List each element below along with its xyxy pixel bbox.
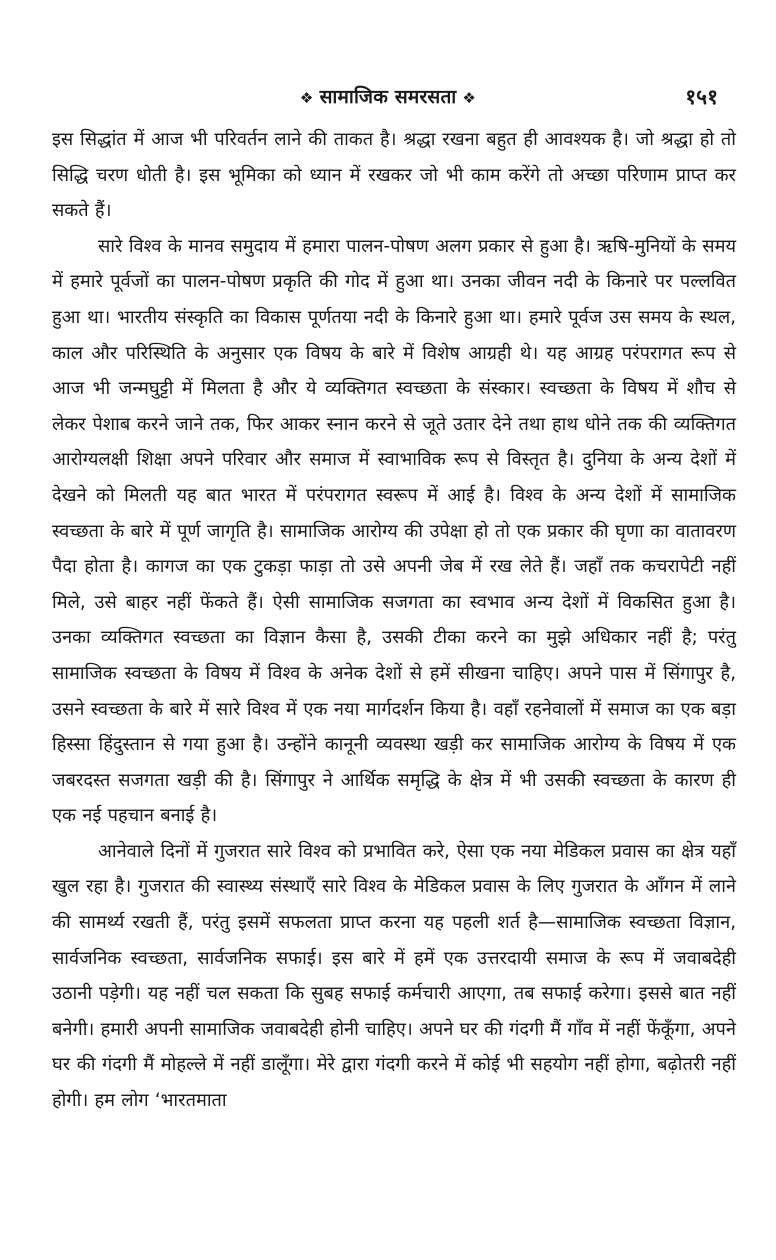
ornament-left-icon: ❖ [299,89,314,107]
paragraph-1: इस सिद्धांत में आज भी परिवर्तन लाने की ताकत है। श्रद्धा रखना बहुत ही आवश्यक है। जो श्रद्धा हो तो सिद्धि चरण धोती है। इस भूमिका को ध्यान में रखकर जो भी काम करेंगे तो अच्छा परिणाम प्राप्त कर सकते हैं। [52,129,736,222]
paragraph-3: आनेवाले दिनों में गुजरात सारे विश्व को प्रभावित करे, ऐसा एक नया मेडिकल प्रवास का क्षेत्र यहाँ खुल रहा है। गुजरात की स्वास्थ्य संस्थाएँ सारे विश्व के मेडिकल प्रवास के लिए गुजरात के आँगन में लाने की सामर्थ्य रखती हैं, परंतु इसमें सफलता प्राप्त करना यह पहली शर्त है—सामाजिक स्वच्छता विज्ञान, सार्वजनिक स्वच्छता, सार्वजनिक सफाई। इस बारे में हमें एक उत्तरदायी समाज के रूप में जवाबदेही उठानी पड़ेगी। यह नहीं चल सकता कि सुबह सफाई कर्मचारी आएगा, तब सफाई करेगा। इससे बात नहीं बनेगी। हमारी अपनी सामाजिक जवाबदेही होनी चाहिए। अपने घर की गंदगी मैं गाँव में नहीं फेंकूँगा, अपने घर की गंदगी मैं मोहल्ले में नहीं डालूँगा। मेरे द्वारा गंदगी करने में कोई भी सहयोग नहीं होगा, बढ़ोतरी नहीं होगी। हम लोग ‘भारतमाता [52,840,736,1112]
body-text [52,122,736,1119]
chapter-title: सामाजिक समरसता [319,86,457,108]
ornament-right-icon: ❖ [462,89,477,107]
running-title [0,80,776,115]
running-header [0,80,776,114]
paragraph-2: सारे विश्व के मानव समुदाय में हमारा पालन-पोषण अलग प्रकार से हुआ है। ऋषि-मुनियों के समय में हमारे पूर्वजों का पालन-पोषण प्रकृति की गोद में हुआ था। उनका जीवन नदी के किनारे पर पल्लवित हुआ था। भारतीय संस्कृति का विकास पूर्णतया नदी के किनारे हुआ था। हमारे पूर्वज उस समय के स्थल, काल और परिस्थिति के अनुसार एक विषय के बारे में विशेष आग्रही थे। यह आग्रह परंपरागत रूप से आज भी जन्मघुट्टी में मिलता है और ये व्यक्तिगत स्वच्छता के संस्कार। स्वच्छता के विषय में शौच से लेकर पेशाब करने जाने तक, फिर आकर स्नान करने से जूते उतार देने तथा हाथ धोने तक की व्यक्तिगत आरोग्यलक्षी शिक्षा अपने परिवार और समाज में स्वाभाविक रूप से विस्तृत है। दुनिया के अन्य देशों में देखने को मिलती यह बात भारत में परंपरागत स्वरूप में आई है। विश्व के अन्य देशों में सामाजिक स्वच्छता के बारे में पूर्ण जागृति है। सामाजिक आरोग्य की उपेक्षा हो तो एक प्रकार की घृणा का वातावरण पैदा होता है। कागज का एक टुकड़ा फाड़ा तो उसे अपनी जेब में रख लेते हैं। जहाँ तक कचरापेटी नहीं मिले, उसे बाहर नहीं फेंकते हैं। ऐसी सामाजिक सजगता का स्वभाव अन्य देशों में विकसित हुआ है। उनका व्यक्तिगत स्वच्छता का विज्ञान कैसा है, उसकी टीका करने का मुझे अधिकार नहीं है; परंतु सामाजिक स्वच्छता के विषय में विश्व के अनेक देशों से हमें सीखना चाहिए। अपने पास में सिंगापुर है, उसने स्वच्छता के बारे में सारे विश्व में एक नया मार्गदर्शन किया है। वहाँ रहनेवालों में समाज का एक बड़ा हिस्सा हिंदुस्तान से गया हुआ है। उन्होंने कानूनी व्यवस्था खड़ी कर सामाजिक आरोग्य के विषय में एक जबरदस्त सजगता खड़ी की है। सिंगापुर ने आर्थिक समृद्धि के क्षेत्र में भी उसकी स्वच्छता के कारण ही एक नई पहचान बनाई है। [52,235,736,827]
page-number: १५१ [685,85,718,109]
